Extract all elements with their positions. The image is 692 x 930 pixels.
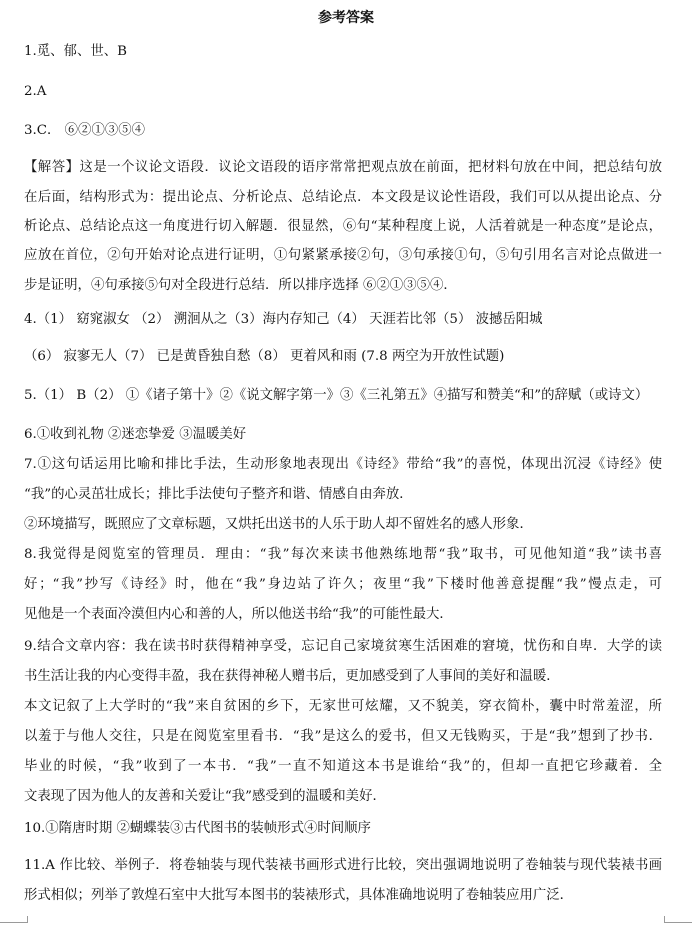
answer-line-q3: 3.C． ⑥②①③⑤④ bbox=[24, 123, 146, 138]
answer-line-a2: 在后面，结构形式为：提出论点、分析论点、总结论点．本文段是议论性语段，我们可以从提出论点、分 bbox=[24, 190, 662, 205]
answer-line-a1: 【解答】这是一个议论文语段．议论文语段的语序常常把观点放在前面，把材料句放在中间，把总结句放 bbox=[24, 160, 662, 175]
answer-line-q4b: （6） 寂寥无人（7） 已是黄昏独自愁（8） 更着风和雨 (7.8 两空为开放性试题) bbox=[24, 349, 505, 364]
answer-line-q5: 5.（1） B（2） ①《诸子第十》②《说文解字第一》③《三礼第五》④描写和赞美“和”的辞赋（或诗文） bbox=[24, 388, 649, 403]
answer-line-a3: 析论点、总结论点这一角度进行切入解题．很显然，⑥句“某种程度上说，人活着就是一种态度”是论点， bbox=[24, 219, 662, 234]
answer-line-q9c: 本文记叙了上大学时的“我”来自贫困的乡下，无家世可炫耀，又不貌美，穿衣简朴，囊中时常羞涩，所 bbox=[24, 699, 662, 714]
answer-line-q9f: 文表现了因为他人的友善和关爱让“我”感受到的温暖和美好． bbox=[24, 789, 386, 804]
answer-line-q7b: “我”的心灵茁壮成长；排比手法使句子整齐和谐、情感自由奔放． bbox=[24, 487, 413, 502]
page-title: 参考答案 bbox=[318, 10, 374, 26]
answer-line-q8a: 8.我觉得是阅览室的管理员．理由：“我”每次来读书他熟练地帮“我”取书，可见他知道“我”读书喜 bbox=[24, 547, 662, 562]
answer-line-q7c: ②环境描写，既照应了文章标题，又烘托出送书的人乐于助人却不留姓名的感人形象． bbox=[24, 517, 533, 532]
answer-line-q8c: 见他是一个表面冷漠但内心和善的人，所以他送书给“我”的可能性最大． bbox=[24, 607, 453, 622]
answer-line-q11a: 11.A 作比较、举例子．将卷轴装与现代装裱书画形式进行比较，突出强调地说明了卷轴装与现代装裱书画 bbox=[24, 858, 662, 873]
answer-line-q6: 6.①收到礼物 ②迷恋挚爱 ③温暖美好 bbox=[24, 427, 247, 442]
answer-line-q8b: 好；“我”抄写《诗经》时，他在“我”身边站了许久；夜里“我”下楼时他善意提醒“我”慢点走，可 bbox=[24, 577, 662, 592]
answer-line-q7a: 7.①这句话运用比喻和排比手法，生动形象地表现出《诗经》带给“我”的喜悦，体现出沉浸《诗经》使 bbox=[24, 457, 662, 472]
answer-line-q9e: 毕业的时候，“我”收到了一本书．“我”一直不知道这本书是谁给“我”的，但却一直把它珍藏着．全 bbox=[24, 759, 662, 774]
page-corner-mark-right bbox=[664, 922, 692, 923]
answer-line-q9a: 9.结合文章内容：我在读书时获得精神享受，忘记自己家境贫寒生活困难的窘境，忧伤和自卑．大学的读 bbox=[24, 639, 662, 654]
answer-line-a4: 应放在首位，②句开始对论点进行证明，①句紧紧承接②句，③句承接①句，⑤句引用名言对论点做进一 bbox=[24, 248, 662, 263]
answer-line-q9b: 书生活让我的内心变得丰盈，我在获得神秘人赠书后，更加感受到了人事间的美好和温暖． bbox=[24, 669, 560, 684]
answer-line-q9d: 以羞于与他人交往，只是在阅览室里看书．“我”是这么的爱书，但又无钱购买，于是“我”想到了抄书． bbox=[24, 729, 662, 744]
answer-line-q1: 1.觅、郁、世、B bbox=[24, 44, 127, 59]
answer-line-q11b: 形式相似；列举了敦煌石室中大批写本图书的装裱形式，具体准确地说明了卷轴装应用广泛． bbox=[24, 888, 574, 903]
answer-line-q2: 2.A bbox=[24, 84, 47, 99]
page-corner-mark-left bbox=[0, 922, 28, 923]
answer-line-q10: 10.①隋唐时期 ②蝴蝶装③古代图书的装帧形式④时间顺序 bbox=[24, 821, 371, 836]
answer-line-q4a: 4.（1） 窈窕淑女 （2） 溯洄从之（3）海内存知己（4） 天涯若比邻（5） 波撼岳阳城 bbox=[24, 312, 543, 327]
answer-line-a5: 步是证明，④句承接⑤句对全段进行总结．所以排序选择 ⑥②①③⑤④． bbox=[24, 278, 457, 293]
